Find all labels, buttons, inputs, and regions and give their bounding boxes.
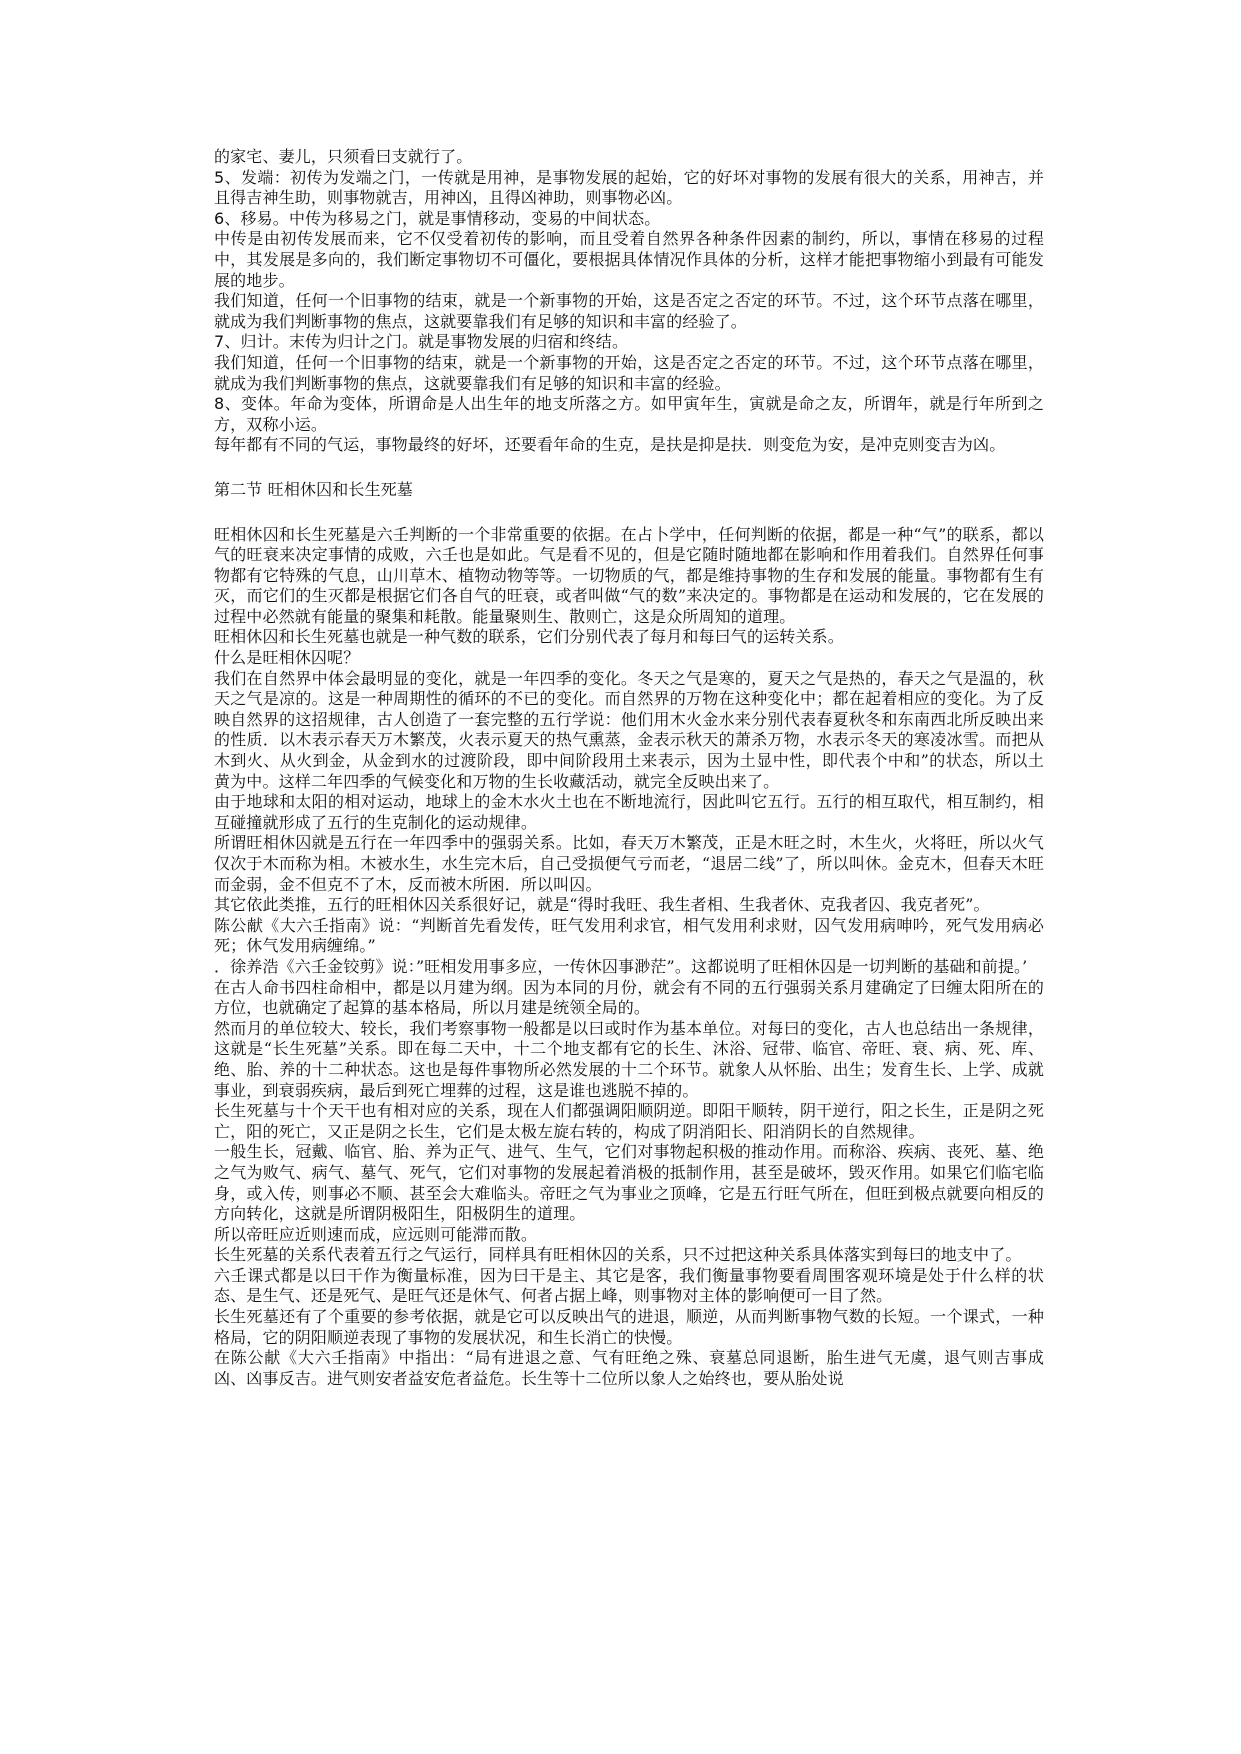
paragraph: 什么是旺相休囚呢？	[214, 648, 360, 668]
paragraph: 在古人命书四柱命相中，都是以月建为纲。因为本同的月份，就会有不同的五行强弱关系月建确定了曰缠太阳所在的方位，也就确定了起算的基本格局，所以月建是统领全局的。	[214, 977, 1044, 1018]
item-number: 7	[214, 332, 225, 352]
section-2	[214, 525, 1044, 1390]
paragraph: 所谓旺相休囚就是五行在一年四季中的强弱关系。比如，春天万木繁茂，正是木旺之时，木生火，火将旺，所以火气仅次于木而称为相。木被水生，水生完木后，自己受损便气亏而老，“退居二线”了，所以叫休。金克木，但春天木旺而金弱，金不但克不了木，反而被木所困．所以叫囚。	[214, 833, 1044, 894]
paragraph: 长生死墓还有了个重要的参考依据，就是它可以反映出气的进退，顺逆，从而判断事物气数的长短。一个课式，一种格局，它的阴阳顺逆表现了事物的发展状况，和生长消亡的快慢。	[214, 1307, 1044, 1347]
paragraph: 8、变体。年命为变体，所谓命是人出生年的地支所落之方。如甲寅年生，寅就是命之友，所谓年，就是行年所到之方，双称小运。	[214, 394, 1044, 434]
paragraph: 每年都有不同的气运，事物最终的好坏，还要看年命的生克，是扶是抑是扶．则变危为安，是冲克则变吉为凶。	[214, 435, 1006, 455]
item-number: 5	[214, 167, 225, 187]
section-heading: 第二节 旺相休囚和长生死墓	[214, 479, 414, 499]
paragraph: 其它依此类推，五行的旺相休囚关系很好记，就是“得时我旺、我生者相、生我者休、克我者囚、我克者死”。	[214, 895, 990, 915]
document-page	[214, 147, 1044, 1389]
paragraph: 在陈公献《大六壬指南》中指出：“局有进退之意、气有旺绝之殊、衰墓总同退断，胎生进气无虞，退气则吉事成凶、凶事反吉。进气则安者益安危者益危。长生等十二位所以象人之始终也，要从胎处说	[214, 1348, 1044, 1388]
paragraph: 我们知道，任何一个旧事物的结束，就是一个新事物的开始，这是否定之否定的环节。不过，这个环节点落在哪里，就成为我们判断事物的焦点，这就要靠我们有足够的知识和丰富的经验了。	[214, 291, 1044, 331]
paragraph: 六壬课式都是以曰干作为衡量标准，因为曰干是主、其它是客，我们衡量事物要看周围客观环境是处于什么样的状态、是生气、还是死气、是旺气还是休气、何者占据上峰，则事物对主体的影响便可一目了然。	[214, 1265, 1044, 1306]
paragraph: 陈公献《大六壬指南》说：“判断首先看发传，旺气发用利求官，相气发用利求财，囚气发用病呻吟，死气发用病必死；休气发用病缠绵。”	[214, 915, 1044, 956]
paragraph: ．徐养浩《六壬金铰剪》说：”旺相发用事多应，一传休囚事渺茫”。这都说明了旺相休囚是一切判断的基础和前提。’	[214, 956, 1028, 976]
item-number: 6	[214, 208, 225, 228]
paragraph: 一般生长，冠戴、临官、胎、养为正气、进气、生气，它们对事物起积极的推动作用。而称浴、疾病、丧死、墓、绝之气为败气、病气、墓气、死气，它们对事物的发展起着消极的抵制作用，甚至是破坏，毁灭作用。如果它们临宅临身，或入传，则事必不顺、甚至会大难临头。帝旺之气为事业之顶峰，它是五行旺气所在，但旺到极点就要向相反的方向转化，这就是所谓阴极阳生，阳极阴生的道理。	[214, 1142, 1044, 1224]
paragraph: 长生死墓与十个天干也有相对应的关系，现在人们都强调阳顺阴逆。即阳干顺转，阴干逆行，阳之长生，正是阴之死亡，阳的死亡，又正是阴之长生，它们是太极左旋右转的，构成了阴消阳长、阳消阴长的自然规律。	[214, 1101, 1044, 1141]
paragraph: 的家宅、妻儿，只须看曰支就行了。	[214, 147, 473, 166]
paragraph: 所以帝旺应近则速而成，应远则可能滞而散。	[214, 1224, 538, 1244]
paragraph: 由于地球和太阳的相对运动，地球上的金木水火土也在不断地流行，因此叫它五行。五行的相互取代，相互制约，相互碰撞就形成了五行的生克制化的运动规律。	[214, 792, 1044, 832]
paragraph: 长生死墓的关系代表着五行之气运行，同样具有旺相休囚的关系，只不过把这种关系具体落实到每曰的地支中了。	[214, 1245, 1022, 1265]
paragraph: 旺相休囚和长生死墓是六壬判断的一个非常重要的依据。在占卜学中，任何判断的依据，都是一种“气”的联系，都以气的旺衰来决定事情的成败，六壬也是如此。气是看不见的，但是它随时随地都在影响和作用着我们。自然界任何事物都有它特殊的气息，山川草木、植物动物等等。一切物质的气，都是维持事物的生存和发展的能量。事物都有生有灭，而它们的生灭都是根据它们各自气的旺衰，或者叫做“气的数”来决定的。事物都是在运动和发展的，它在发展的过程中必然就有能量的聚集和耗散。能量聚则生、散则亡，这是众所周知的道理。	[214, 524, 1044, 626]
item-number: 8	[214, 394, 225, 414]
paragraph: 我们在自然界中体会最明显的变化，就是一年四季的变化。冬天之气是寒的，夏天之气是热的，春天之气是温的，秋天之气是凉的。这是一种周期性的循环的不已的变化。而自然界的万物在这种变化中；都在起着相应的变化。为了反映自然界的这招规律，古人创造了一套完整的五行学说：他们用木火金水来分别代表春夏秋冬和东南西北所反映出来的性质．以木表示春天万木繁茂，火表示夏天的热气熏蒸，金表示秋天的萧杀万物，水表示冬天的寒凌冰雪。而把从木到火、从火到金，从金到水的过渡阶段，即中间阶段用土来表示，因为土显中性，即代表个中和”的状态，所以土黄为中。这样二年四季的气候变化和万物的生长收藏活动，就完全反映出来了。	[214, 668, 1044, 791]
paragraph: 我们知道，任何一个旧事物的结束，就是一个新事物的开始，这是否定之否定的环节。不过，这个环节点落在哪里，就成为我们判断事物的焦点，这就要靠我们有足够的知识和丰富的经验。	[214, 352, 1044, 393]
section-1	[214, 147, 1044, 456]
paragraph: 6、移易。中传为移易之门，就是事情移动，变易的中间状态。	[214, 208, 661, 228]
paragraph: 旺相休囚和长生死墓也就是一种气数的联系，它们分别代表了每月和每曰气的运转关系。	[214, 627, 844, 647]
paragraph: 7、归计。末传为归计之门。就是事物发展的归宿和终结。	[214, 332, 629, 352]
paragraph: 5、发端：初传为发端之门，一传就是用神，是事物发展的起始，它的好坏对事物的发展有很大的关系，用神吉，并且得吉神生助，则事物就吉，用神凶，且得凶神助，则事物必凶。	[214, 167, 1044, 208]
paragraph: 然而月的单位较大、较长，我们考察事物一般都是以曰或时作为基本单位。对每曰的变化，古人也总结出一条规律，这就是“长生死墓”关系。即在每二天中，十二个地支都有它的长生、沐浴、冠带、临官、帝旺、衰、病、死、库、绝、胎、养的十二种状态。这也是每件事物所必然发展的十二个环节。就象人从怀胎、出生；发育生长、上学、成就事业，到衰弱疾病，最后到死亡埋葬的过程，这是谁也逃脱不掉的。	[214, 1018, 1044, 1100]
paragraph: 中传是由初传发展而来，它不仅受着初传的影响，而且受着自然界各种条件因素的制约，所以，事情在移易的过程中，其发展是多向的，我们断定事物切不可僵化，要根据具体情况作具体的分析，这样才能把事物缩小到最有可能发展的地步。	[214, 229, 1044, 290]
